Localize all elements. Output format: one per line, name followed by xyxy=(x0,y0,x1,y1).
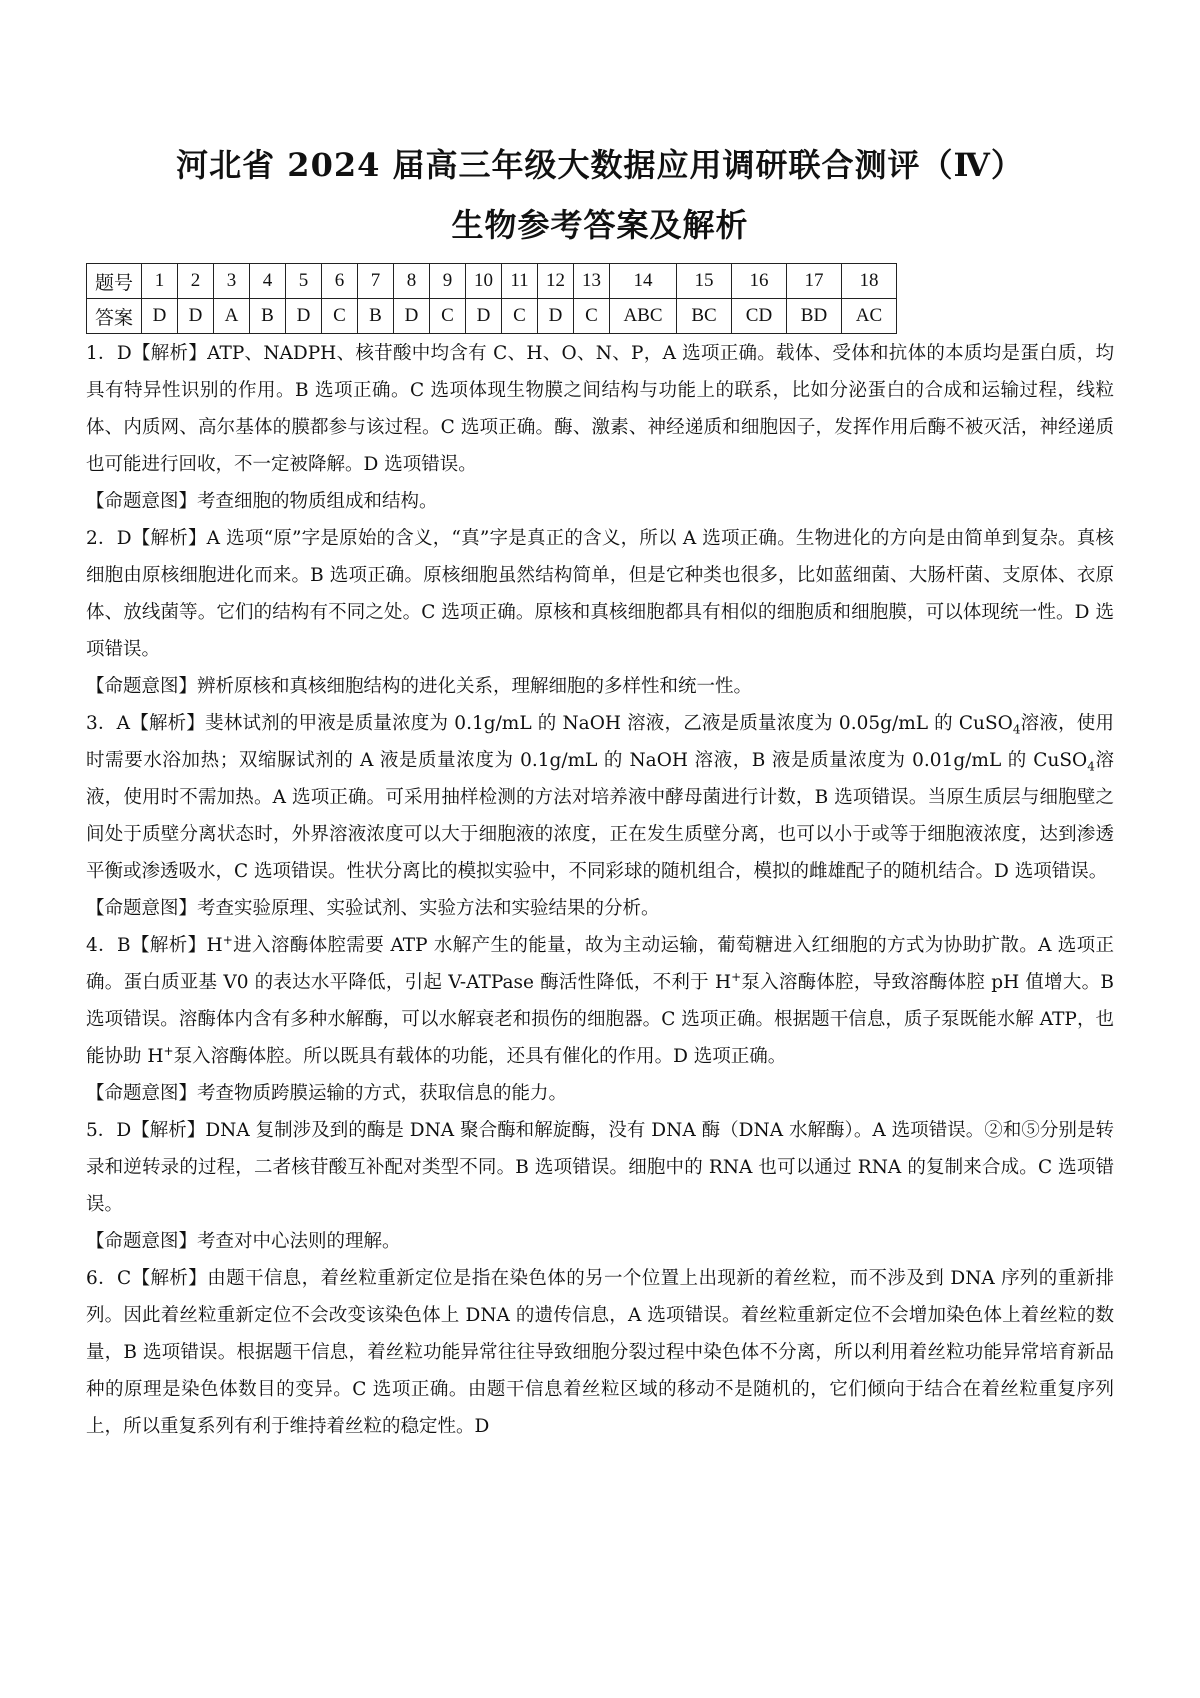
answer-cell: D xyxy=(394,299,430,334)
question-number: 10 xyxy=(466,264,502,299)
question-number: 7 xyxy=(358,264,394,299)
superscript-plus: + xyxy=(163,1043,174,1058)
row-label-number: 题号 xyxy=(87,264,142,299)
explanation-q4-part1: 4．B【解析】H xyxy=(86,935,223,956)
answer-cell: D xyxy=(142,299,178,334)
superscript-plus: + xyxy=(731,969,742,984)
explanation-q4-part2: 进入溶酶体腔需要 ATP 水解产生的能量，故为主动运输，葡萄糖进入红细胞的方式为协助扩散。A 选项正确。蛋白质亚基 V0 的表达水平降低，引起 V-ATPase 酶活性降低，不利于 H xyxy=(86,935,1114,993)
question-number: 13 xyxy=(574,264,610,299)
answer-cell: D xyxy=(538,299,574,334)
answer-cell: C xyxy=(322,299,358,334)
question-number: 6 xyxy=(322,264,358,299)
answer-cell: C xyxy=(430,299,466,334)
explanation-q5: 5．D【解析】DNA 复制涉及到的酶是 DNA 聚合酶和解旋酶，没有 DNA 酶（DNA 水解酶）。A 选项错误。②和⑤分别是转录和逆转录的过程，二者核苷酸互补配对类型不同。B 选项错误。细胞中的 RNA 也可以通过 RNA 的复制来合成。C 选项错误。 xyxy=(86,1120,1114,1215)
answer-cell: BD xyxy=(787,299,842,334)
explanation-q1: 1．D【解析】ATP、NADPH、核苷酸中均含有 C、H、O、N、P，A 选项正确。载体、受体和抗体的本质均是蛋白质，均具有特异性识别的作用。B 选项正确。C 选项体现生物膜之间结构与功能上的联系，比如分泌蛋白的合成和运输过程，线粒体、内质网、高尔基体的膜都参与该过程。C 选项正确。酶、激素、神经递质和细胞因子，发挥作用后酶不被灭活，神经递质也可能进行回收，不一定被降解。D 选项错误。 xyxy=(86,343,1114,475)
question-number: 1 xyxy=(142,264,178,299)
answer-cell: D xyxy=(286,299,322,334)
explanation-q3 xyxy=(86,705,1114,890)
document-subtitle: 生物参考答案及解析 xyxy=(451,206,749,244)
question-number: 18 xyxy=(842,264,897,299)
subscript-4: 4 xyxy=(1087,759,1095,774)
explanation-q6: 6．C【解析】由题干信息，着丝粒重新定位是指在染色体的另一个位置上出现新的着丝粒，而不涉及到 DNA 序列的重新排列。因此着丝粒重新定位不会改变该染色体上 DNA 的遗传信息，A 选项错误。着丝粒重新定位不会增加染色体上着丝粒的数量，B 选项错误。根据题干信息，着丝粒功能异常往往导致细胞分裂过程中染色体不分离，所以利用着丝粒功能异常培育新品种的原理是染色体数目的变异。C 选项正确。由题干信息着丝粒区域的移动不是随机的，它们倾向于结合在着丝粒重复序列上，所以重复系列有利于维持着丝粒的稳定性。D xyxy=(86,1268,1114,1437)
superscript-plus: + xyxy=(222,932,233,947)
intent-q2: 【命题意图】辨析原核和真核细胞结构的进化关系，理解细胞的多样性和统一性。 xyxy=(86,676,753,697)
question-number: 2 xyxy=(178,264,214,299)
answer-cell: BC xyxy=(677,299,732,334)
answer-cell: B xyxy=(358,299,394,334)
question-number: 15 xyxy=(677,264,732,299)
answer-cell: B xyxy=(250,299,286,334)
question-number: 5 xyxy=(286,264,322,299)
question-number: 16 xyxy=(732,264,787,299)
answer-table xyxy=(86,263,897,334)
answer-table-answer-row xyxy=(87,299,897,334)
document-title: 河北省 2024 届高三年级大数据应用调研联合测评（Ⅳ） xyxy=(176,146,1024,184)
subscript-4: 4 xyxy=(1012,722,1021,737)
question-number: 3 xyxy=(214,264,250,299)
intent-q3: 【命题意图】考查实验原理、实验试剂、实验方法和实验结果的分析。 xyxy=(86,898,660,919)
row-label-answer: 答案 xyxy=(87,299,142,334)
question-number: 4 xyxy=(250,264,286,299)
question-number: 14 xyxy=(610,264,677,299)
explanation-q3-part2: 溶液，使用时需要水浴加热；双缩脲试剂的 A 液是质量浓度为 0.1g/mL 的 NaOH 溶液，B 液是质量浓度为 0.01g/mL 的 CuSO xyxy=(86,713,1114,771)
intent-q1: 【命题意图】考查细胞的物质组成和结构。 xyxy=(86,491,438,512)
question-number: 12 xyxy=(538,264,574,299)
explanation-body xyxy=(86,335,1114,1445)
answer-cell: D xyxy=(466,299,502,334)
explanation-q3-part3: 溶液，使用时不需加热。A 选项正确。可采用抽样检测的方法对培养液中酵母菌进行计数，B 选项错误。当原生质层与细胞壁之间处于质壁分离状态时，外界溶液浓度可以大于细胞液的浓度，正在发生质壁分离，也可以小于或等于细胞液浓度，达到渗透平衡或渗透吸水，C 选项错误。性状分离比的模拟实验中，不同彩球的随机组合，模拟的雌雄配子的随机结合。D 选项错误。 xyxy=(86,750,1114,882)
explanation-q4-part4: 泵入溶酶体腔。所以既具有载体的功能，还具有催化的作用。D 选项正确。 xyxy=(173,1046,787,1067)
intent-q5: 【命题意图】考查对中心法则的理解。 xyxy=(86,1231,401,1252)
question-number: 17 xyxy=(787,264,842,299)
answer-cell: AC xyxy=(842,299,897,334)
answer-cell: C xyxy=(574,299,610,334)
answer-cell: ABC xyxy=(610,299,677,334)
answer-cell: A xyxy=(214,299,250,334)
explanation-q3-part1: 3．A【解析】斐林试剂的甲液是质量浓度为 0.1g/mL 的 NaOH 溶液，乙液是质量浓度为 0.05g/mL 的 CuSO xyxy=(86,713,1013,734)
explanation-q4-part3: 泵入溶酶体腔，导致溶酶体腔 pH 值增大。B 选项错误。溶酶体内含有多种水解酶，可以水解衰老和损伤的细胞器。C 选项正确。根据题干信息，质子泵既能水解 ATP，也能协助 H xyxy=(86,972,1114,1067)
explanation-q2: 2．D【解析】A 选项“原”字是原始的含义，“真”字是真正的含义，所以 A 选项正确。生物进化的方向是由简单到复杂。真核细胞由原核细胞进化而来。B 选项正确。原核细胞虽然结构简单，但是它种类也很多，比如蓝细菌、大肠杆菌、支原体、衣原体、放线菌等。它们的结构有不同之处。C 选项正确。原核和真核细胞都具有相似的细胞质和细胞膜，可以体现统一性。D 选项错误。 xyxy=(86,528,1114,660)
explanation-q4 xyxy=(86,927,1114,1075)
answer-cell: CD xyxy=(732,299,787,334)
question-number: 8 xyxy=(394,264,430,299)
answer-table-number-row xyxy=(87,264,897,299)
question-number: 11 xyxy=(502,264,538,299)
intent-q4: 【命题意图】考查物质跨膜运输的方式，获取信息的能力。 xyxy=(86,1083,568,1104)
answer-cell: D xyxy=(178,299,214,334)
question-number: 9 xyxy=(430,264,466,299)
answer-cell: C xyxy=(502,299,538,334)
